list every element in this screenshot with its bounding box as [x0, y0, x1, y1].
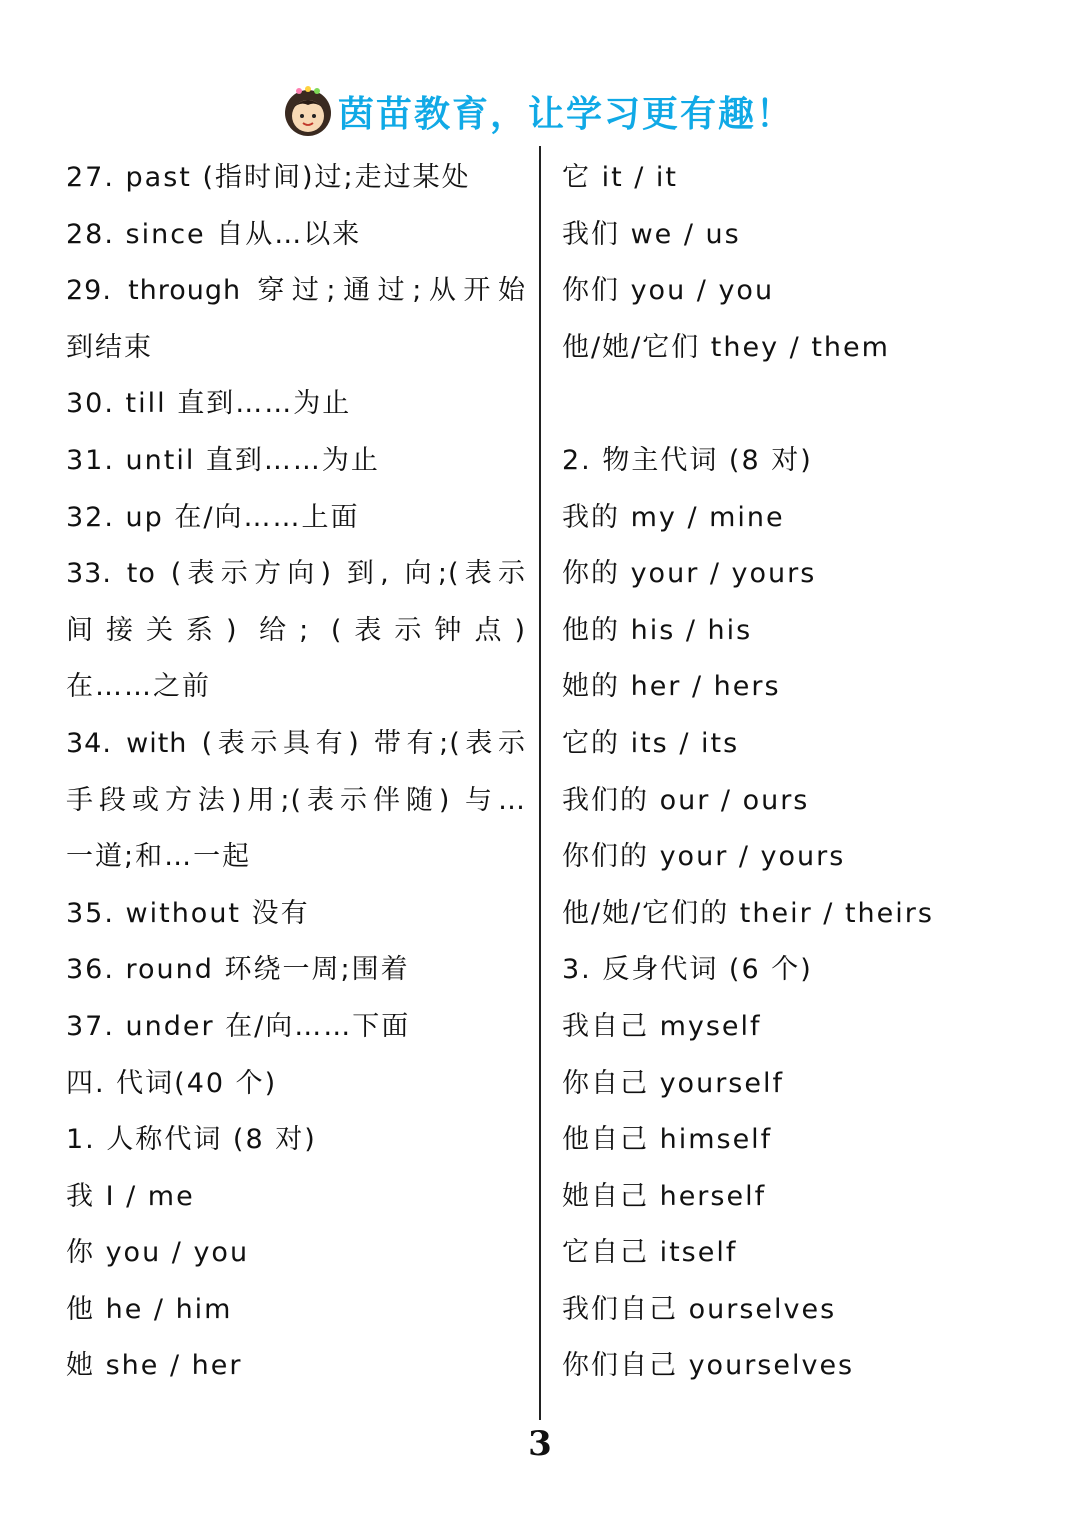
text-line: 我们的 our / ours — [562, 784, 810, 816]
text-line: 我们 we / us — [562, 218, 741, 250]
left-column — [66, 150, 526, 1395]
text-line: 35. without 没有 — [66, 897, 310, 929]
section-heading: 四. 代词(40 个) — [66, 1067, 278, 1099]
text-line: 28. since 自从…以来 — [66, 218, 362, 250]
text-line: 间接关系) 给; (表示钟点) — [66, 614, 526, 646]
text-line: 32. up 在/向……上面 — [66, 501, 360, 533]
text-line: 29. through 穿过;通过;从开始 — [66, 275, 526, 307]
header — [282, 76, 794, 146]
subsection-heading: 1. 人称代词 (8 对) — [66, 1124, 317, 1156]
text-line: 它 it / it — [562, 162, 679, 193]
slogan: 茵苗教育，让学习更有趣！ — [338, 93, 795, 135]
text-line: 它的 its / its — [562, 727, 740, 759]
blank-line — [562, 376, 1062, 433]
text-line: 36. round 环绕一周;围着 — [66, 954, 410, 986]
text-line: 你的 your / yours — [562, 558, 817, 590]
text-line: 33. to (表示方向) 到, 向;(表示 — [66, 558, 526, 590]
text-line: 她 she / her — [66, 1350, 243, 1382]
text-line: 30. till 直到……为止 — [66, 388, 352, 420]
text-line: 到结束 — [66, 331, 153, 363]
text-line: 我们自己 ourselves — [562, 1293, 837, 1325]
text-line: 手段或方法)用;(表示伴随) 与… — [66, 784, 526, 816]
text-line: 我 I / me — [66, 1180, 195, 1212]
text-line: 31. until 直到……为止 — [66, 444, 380, 476]
page-number: 3 — [528, 1424, 552, 1464]
text-line: 我自己 myself — [562, 1010, 762, 1042]
text-line: 你们自己 yourselves — [562, 1350, 855, 1382]
text-line: 37. under 在/向……下面 — [66, 1010, 411, 1042]
text-line: 34. with (表示具有) 带有;(表示 — [66, 727, 526, 759]
text-line: 27. past (指时间)过;走过某处 — [66, 162, 471, 193]
text-line: 你 you / you — [66, 1237, 250, 1269]
text-line: 在……之前 — [66, 671, 211, 703]
girl-logo-icon — [282, 85, 334, 137]
text-line: 我的 my / mine — [562, 501, 785, 533]
text-line: 他/她/它们 they / them — [562, 331, 890, 363]
text-line: 他自己 himself — [562, 1124, 773, 1156]
text-line: 你们 you / you — [562, 275, 775, 307]
text-line: 他/她/它们的 their / theirs — [562, 897, 934, 929]
text-line: 你们的 your / yours — [562, 841, 846, 873]
column-divider — [539, 146, 541, 1420]
right-column — [562, 150, 1062, 1395]
text-line: 你自己 yourself — [562, 1067, 784, 1099]
text-line: 他 he / him — [66, 1293, 233, 1325]
subsection-heading: 3. 反身代词 (6 个) — [562, 954, 813, 986]
text-line: 她的 her / hers — [562, 671, 781, 703]
text-line: 它自己 itself — [562, 1237, 738, 1269]
text-line: 他的 his / his — [562, 614, 753, 646]
text-line: 她自己 herself — [562, 1180, 767, 1212]
text-line: 一道;和…一起 — [66, 841, 252, 873]
subsection-heading: 2. 物主代词 (8 对) — [562, 444, 813, 476]
